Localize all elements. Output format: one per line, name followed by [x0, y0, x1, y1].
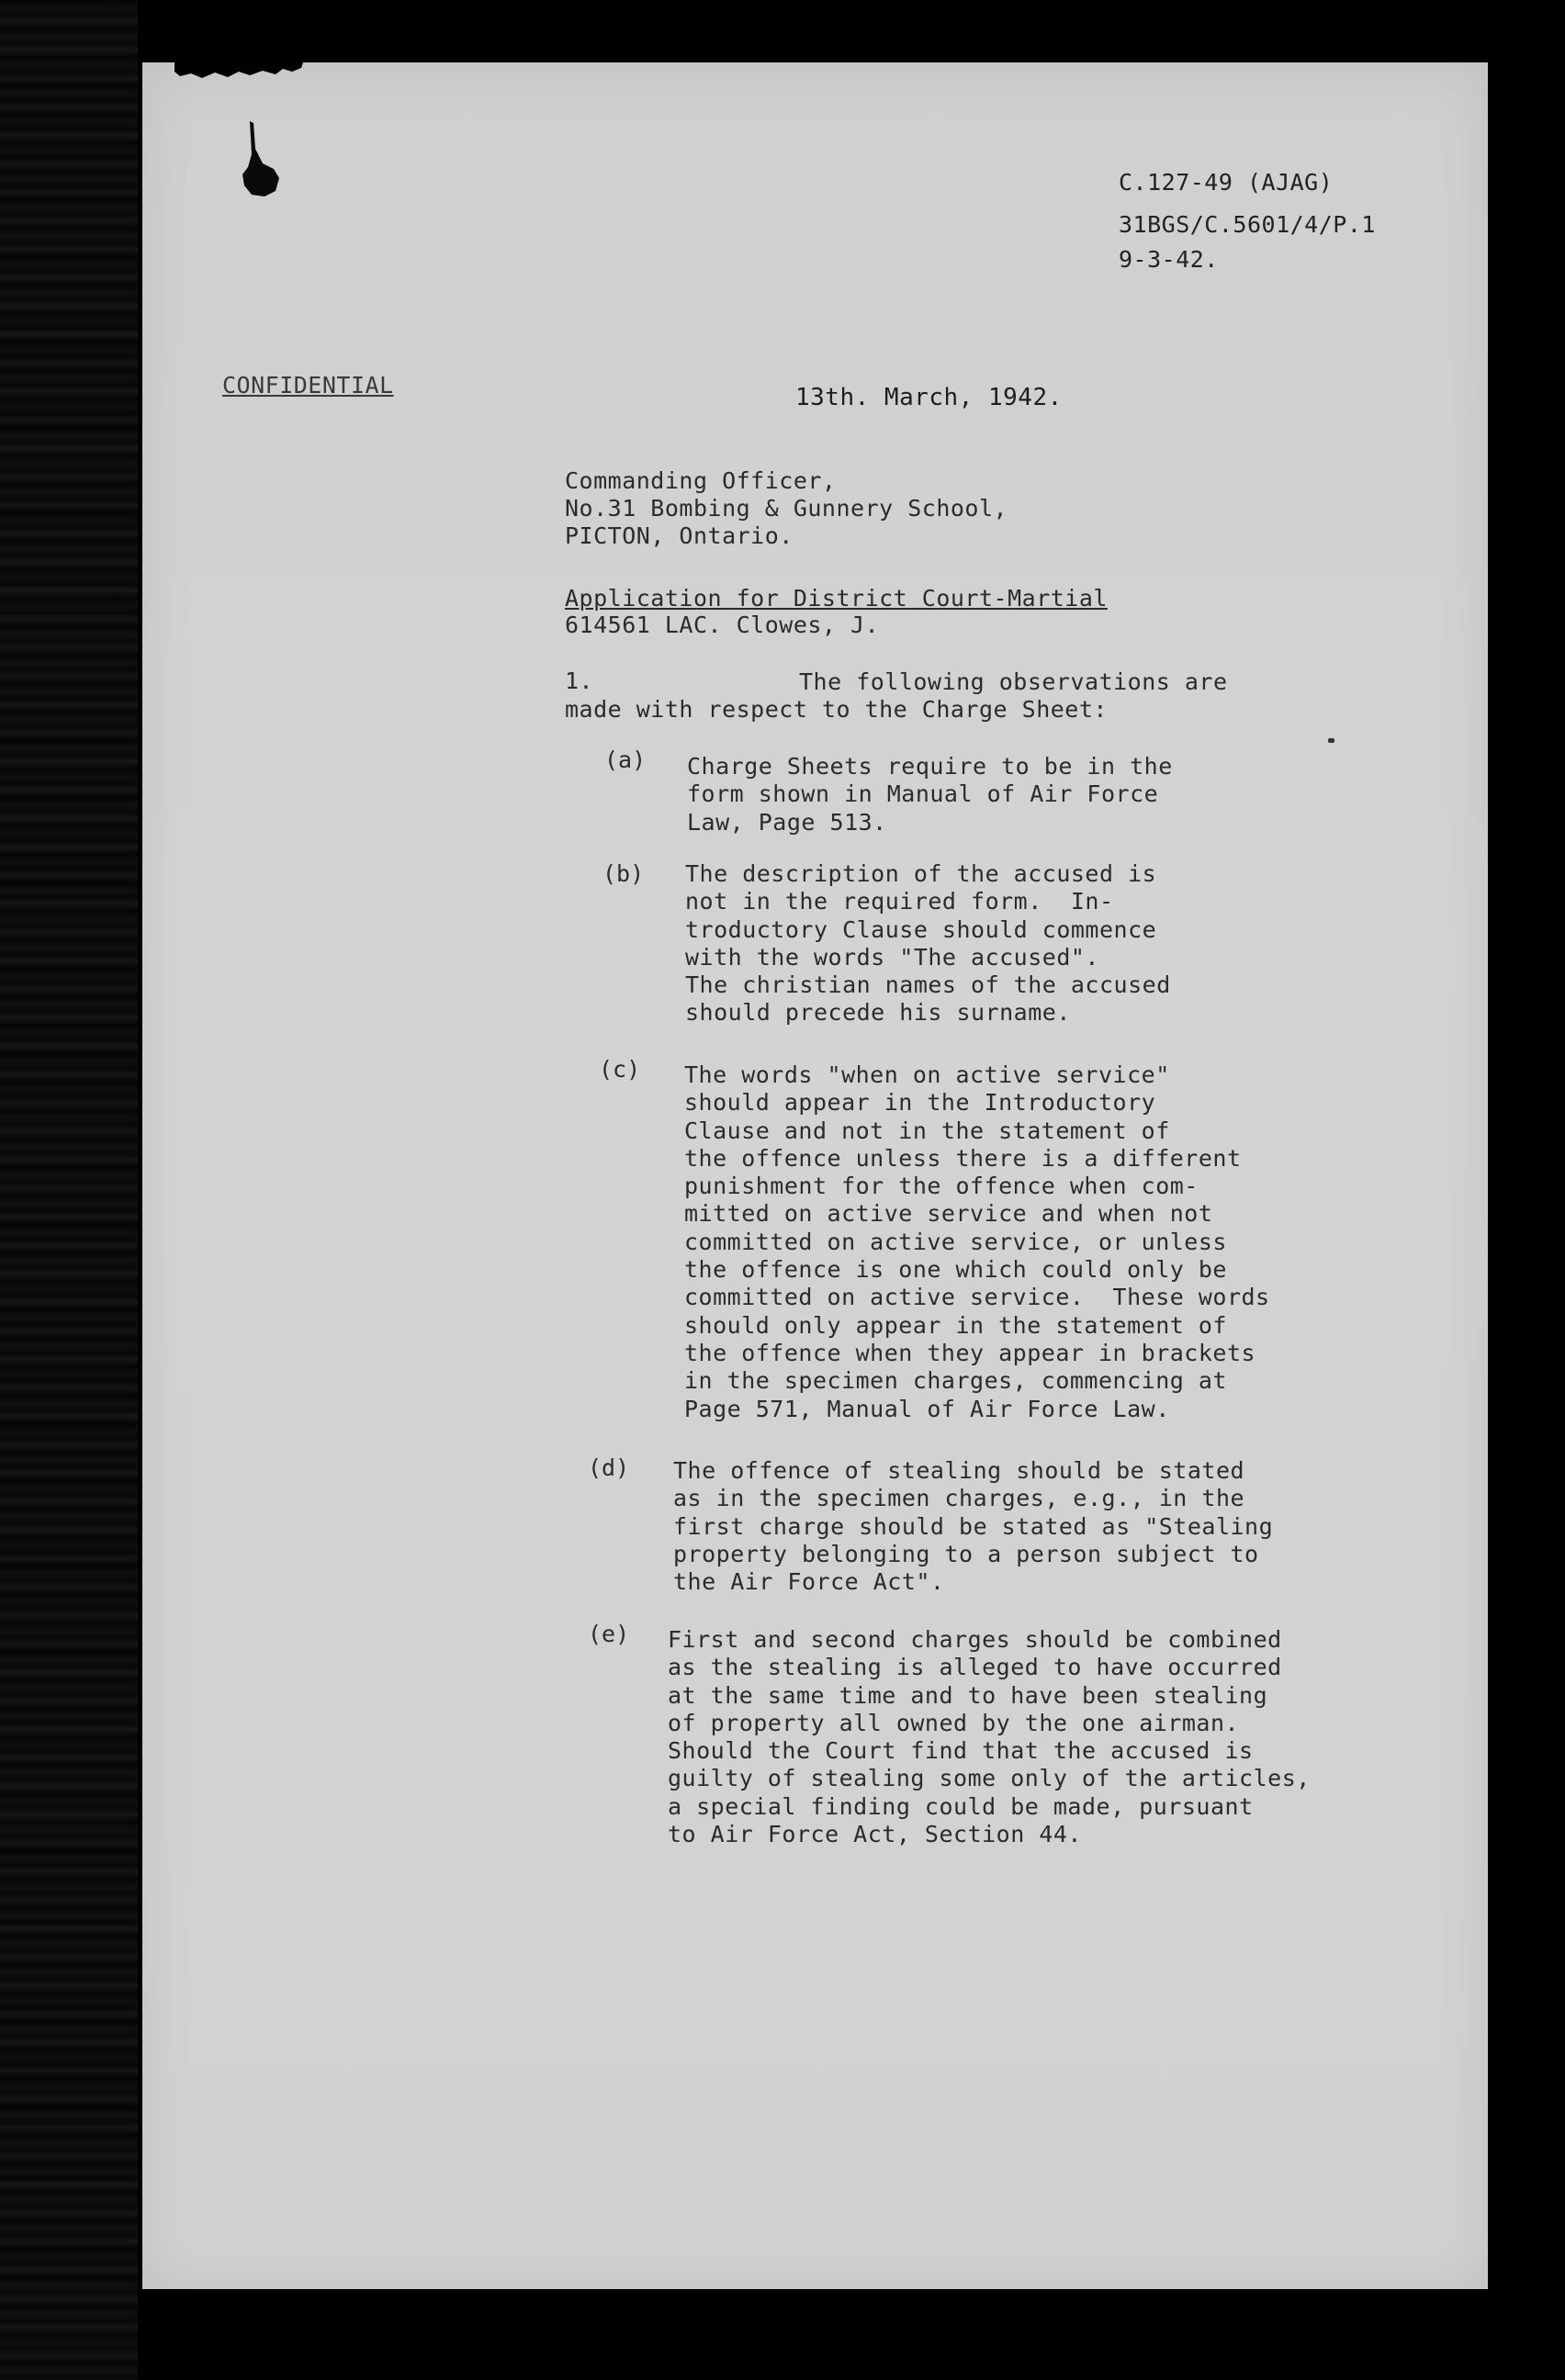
subject-title: Application for District Court-Martial [565, 585, 1108, 612]
item-text-a: Charge Sheets require to be in the form shown in Manual of Air Force Law, Page 513. [687, 753, 1173, 836]
item-label-a: (a) [604, 747, 647, 773]
item-label-b: (b) [602, 860, 645, 887]
paragraph-number: 1. [565, 668, 594, 694]
paragraph-second-line: made with respect to the Charge Sheet: [565, 696, 1108, 723]
item-label-d: (d) [588, 1454, 630, 1481]
classification-marking: CONFIDENTIAL [222, 372, 394, 399]
stray-mark [1328, 738, 1334, 743]
reference-line-2: 31BGS/C.5601/4/P.1 [1119, 211, 1376, 238]
torn-edge [175, 62, 303, 99]
addressee-line-1: Commanding Officer, [565, 467, 837, 494]
item-text-c: The words "when on active service" should appear in the Introductory Clause and not in the statement of the offence unless there is a different punishment for the offence when com- mitted on active service and when not committed on active service, or unless the offence is one which could only be committed on active service. These words should only appear in the statement of the offence when they appear in brackets in the specimen charges, commencing at Page 571, Manual of Air Force Law. [684, 1061, 1270, 1422]
item-label-e: (e) [588, 1621, 630, 1647]
reference-line-1: C.127-49 (AJAG) [1119, 169, 1334, 196]
reference-line-3: 9-3-42. [1119, 246, 1219, 273]
paragraph-first-line: The following observations are [799, 668, 1228, 695]
subject-detail: 614561 LAC. Clowes, J. [565, 612, 880, 638]
item-label-c: (c) [599, 1056, 641, 1083]
addressee-line-3: PICTON, Ontario. [565, 522, 794, 549]
ink-blot [241, 121, 281, 198]
addressee-line-2: No.31 Bombing & Gunnery School, [565, 495, 1008, 522]
film-edge [0, 0, 138, 2380]
item-text-d: The offence of stealing should be stated as in the specimen charges, e.g., in the first charge should be stated as "Stealing property belonging to a person subject to the Air Force Act". [673, 1457, 1274, 1596]
letter-date: 13th. March, 1942. [795, 384, 1063, 411]
item-text-b: The description of the accused is not in the required form. In- troductory Clause should commence with the words "The accused". The christian names of the accused should precede his surname. [685, 860, 1171, 1027]
item-text-e: First and second charges should be combined as the stealing is alleged to have occurred at the same time and to have been stealing of property all owned by the one airman. Should the Court find that the accused is guilty of stealing some only of the articles, a special finding could be made, pursuant to Air Force Act, Section 44. [668, 1626, 1311, 1848]
